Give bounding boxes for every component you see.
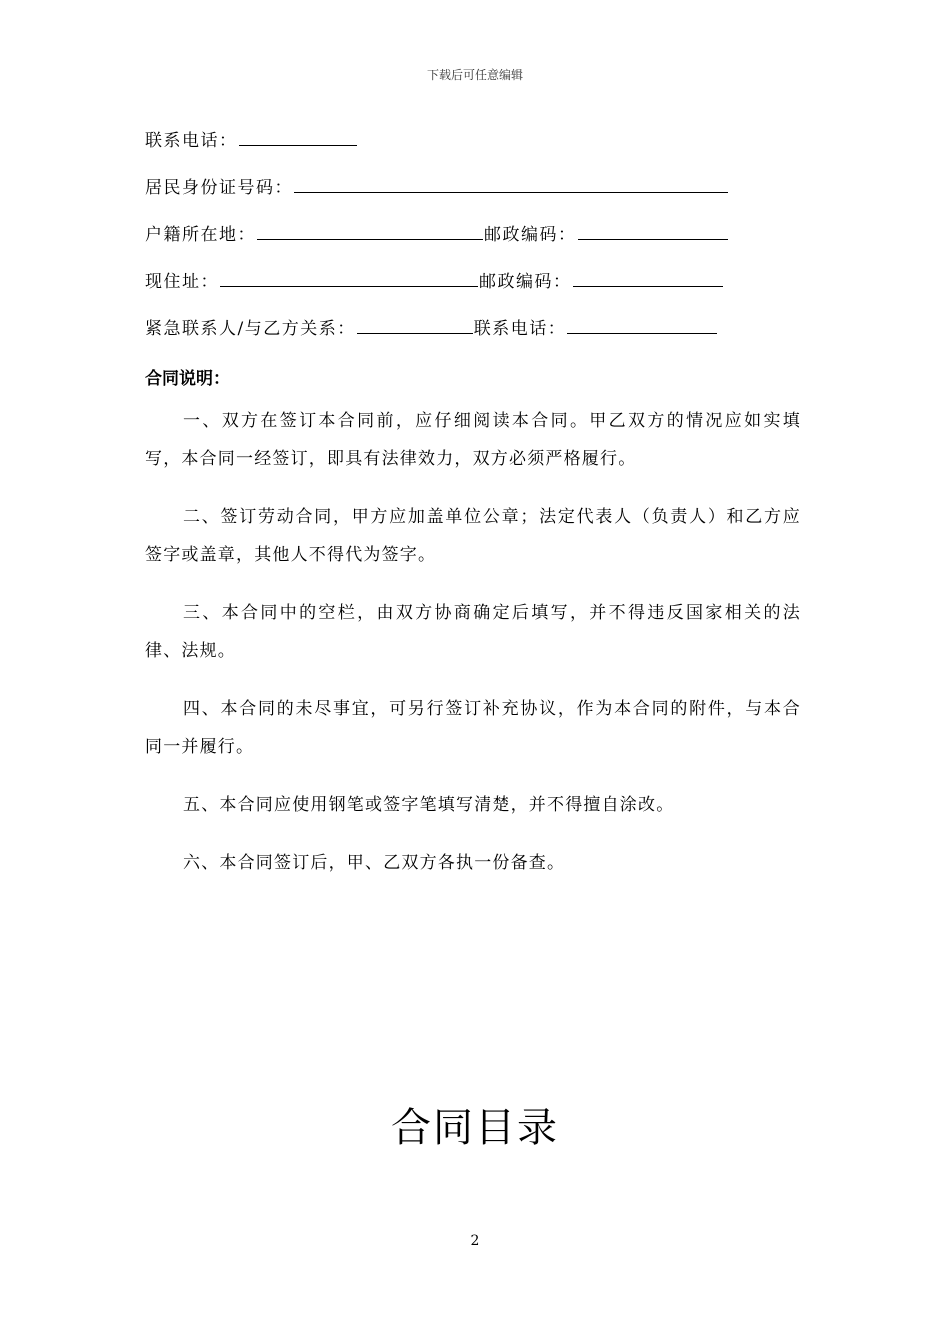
address-field[interactable] bbox=[220, 268, 478, 287]
address-row bbox=[145, 268, 724, 294]
postal-label: 邮政编码： bbox=[484, 225, 577, 245]
note-item-5: 五、本合同应使用钢笔或签字笔填写清楚，并不得擅自涂改。 bbox=[183, 795, 675, 815]
emergency-contact-label: 紧急联系人/与乙方关系： bbox=[145, 319, 356, 339]
phone-field[interactable] bbox=[239, 127, 357, 146]
id-number-field[interactable] bbox=[294, 174, 728, 193]
postal-code-field[interactable] bbox=[578, 221, 728, 240]
header-note: 下载后可任意编辑 bbox=[426, 68, 523, 82]
postal-label: 邮政编码： bbox=[479, 272, 572, 292]
emergency-contact-field[interactable] bbox=[357, 315, 473, 334]
phone-label: 联系电话： bbox=[145, 131, 238, 151]
household-label: 户籍所在地： bbox=[145, 225, 256, 245]
page-number: 2 bbox=[470, 1233, 480, 1249]
note-item-2: 二、签订劳动合同，甲方应加盖单位公章；法定代表人（负责人）和乙方应签字或盖章，其他人不得代为签字。 bbox=[145, 507, 801, 565]
id-row bbox=[145, 174, 729, 200]
postal-code-field[interactable] bbox=[573, 268, 723, 287]
notes-heading: 合同说明： bbox=[145, 369, 230, 389]
emergency-row bbox=[145, 315, 718, 341]
toc-title: 合同目录 bbox=[391, 1105, 559, 1151]
note-item-4: 四、本合同的未尽事宜，可另行签订补充协议，作为本合同的附件，与本合同一并履行。 bbox=[145, 699, 801, 757]
note-item-6: 六、本合同签订后，甲、乙双方各执一份备查。 bbox=[183, 853, 566, 873]
note-item-3: 三、本合同中的空栏，由双方协商确定后填写，并不得违反国家相关的法律、法规。 bbox=[145, 603, 801, 661]
note-item-1: 一、双方在签订本合同前，应仔细阅读本合同。甲乙双方的情况应如实填写，本合同一经签订，即具有法律效力，双方必须严格履行。 bbox=[145, 411, 801, 469]
address-label: 现住址： bbox=[145, 272, 219, 292]
phone-row bbox=[145, 127, 358, 153]
emergency-phone-field[interactable] bbox=[567, 315, 717, 334]
id-label: 居民身份证号码： bbox=[145, 178, 293, 198]
emergency-phone-label: 联系电话： bbox=[473, 319, 567, 339]
household-field[interactable] bbox=[257, 221, 483, 240]
household-row bbox=[145, 221, 729, 247]
